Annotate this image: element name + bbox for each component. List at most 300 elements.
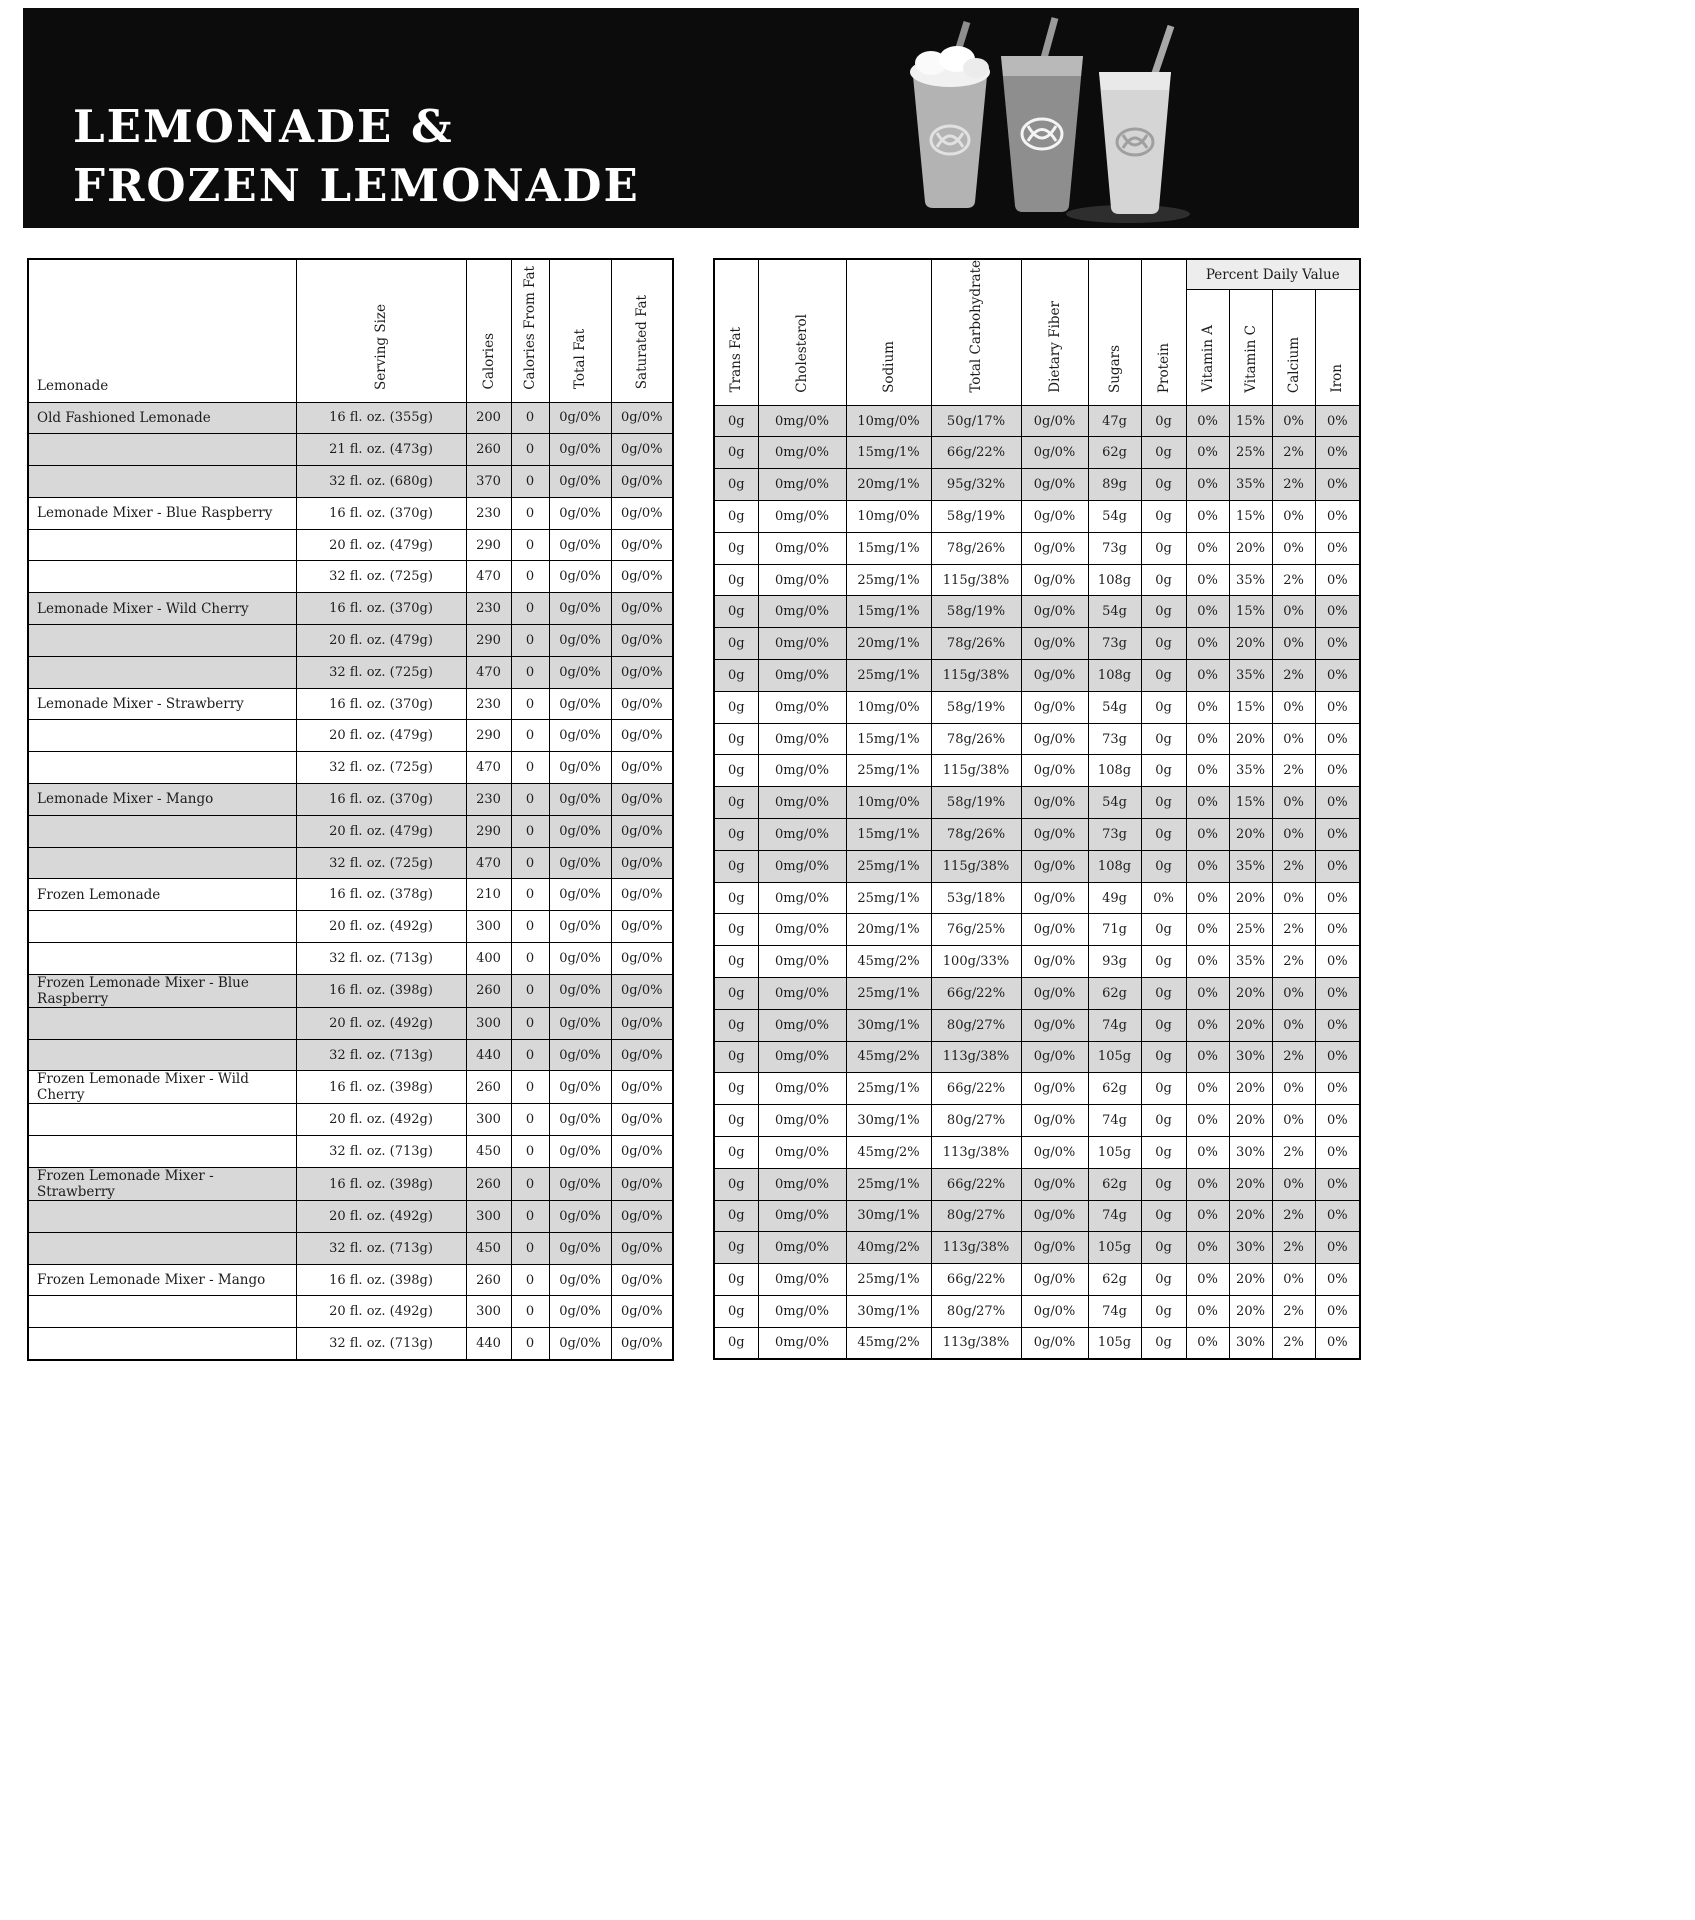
value-cell: 10mg/0% (846, 501, 931, 533)
value-cell: 45mg/2% (846, 1327, 931, 1359)
value-cell: 0 (511, 1201, 549, 1233)
value-cell: 20% (1229, 628, 1272, 660)
value-cell: 0g (714, 660, 758, 692)
value-cell: 450 (466, 1232, 511, 1264)
value-cell: 0g (714, 691, 758, 723)
value-cell: 0% (1272, 1073, 1315, 1105)
value-cell: 0% (1315, 787, 1360, 819)
value-cell: 0g (714, 405, 758, 437)
item-name-cell (28, 943, 296, 975)
value-cell: 0g (714, 723, 758, 755)
value-cell: 0g/0% (611, 974, 673, 1007)
value-cell: 0% (1315, 691, 1360, 723)
value-cell: 0% (1315, 1295, 1360, 1327)
value-cell: 95g/32% (931, 469, 1021, 501)
value-cell: 0% (1186, 532, 1229, 564)
nutrition-table-right (713, 258, 1361, 1360)
value-cell: 0% (1272, 691, 1315, 723)
item-name-cell: Frozen Lemonade Mixer - Mango (28, 1264, 296, 1296)
item-name-cell (28, 911, 296, 943)
column-header-calcium-cell (1272, 290, 1315, 406)
value-cell: 0g/0% (549, 1201, 611, 1233)
table-row (28, 784, 673, 816)
column-header-sodium: Sodium (880, 340, 897, 393)
value-cell: 0 (511, 529, 549, 561)
value-cell: 25mg/1% (846, 850, 931, 882)
value-cell: 0mg/0% (758, 882, 846, 914)
value-cell: 73g (1088, 723, 1141, 755)
table-row (28, 911, 673, 943)
value-cell: 78g/26% (931, 532, 1021, 564)
value-cell: 0g (714, 628, 758, 660)
table-row (714, 1232, 1360, 1264)
value-cell: 54g (1088, 596, 1141, 628)
value-cell: 25% (1229, 437, 1272, 469)
table-row (714, 660, 1360, 692)
value-cell: 0% (1272, 596, 1315, 628)
value-cell: 0g (714, 755, 758, 787)
value-cell: 0% (1315, 437, 1360, 469)
table-row (714, 914, 1360, 946)
value-cell: 0% (1186, 1136, 1229, 1168)
value-cell: 0g/0% (611, 1071, 673, 1104)
column-header-total-fat: Total Fat (572, 329, 588, 390)
value-cell: 2% (1272, 1136, 1315, 1168)
value-cell: 0g/0% (549, 1264, 611, 1296)
value-cell: 0g (714, 469, 758, 501)
value-cell: 0% (1272, 1009, 1315, 1041)
value-cell: 93g (1088, 946, 1141, 978)
value-cell: 0g/0% (549, 625, 611, 657)
value-cell: 0g (1141, 723, 1186, 755)
value-cell: 62g (1088, 437, 1141, 469)
value-cell: 20% (1229, 1168, 1272, 1200)
column-header-calories-from-fat-cell (511, 259, 549, 402)
value-cell: 74g (1088, 1295, 1141, 1327)
value-cell: 0% (1272, 405, 1315, 437)
header-row (714, 259, 1360, 290)
value-cell: 0g (1141, 1295, 1186, 1327)
table-row (28, 1007, 673, 1039)
cup-right (1099, 72, 1171, 214)
value-cell: 62g (1088, 978, 1141, 1010)
value-cell: 0mg/0% (758, 914, 846, 946)
value-cell: 0 (511, 1104, 549, 1136)
column-header-total-fat-cell (549, 259, 611, 402)
item-name-cell (28, 815, 296, 847)
value-cell: 0% (1272, 978, 1315, 1010)
table-row (28, 1232, 673, 1264)
value-cell: 0 (511, 561, 549, 593)
value-cell: 0 (511, 1007, 549, 1039)
value-cell: 0% (1272, 1105, 1315, 1137)
value-cell: 20mg/1% (846, 628, 931, 660)
value-cell: 30mg/1% (846, 1105, 931, 1137)
serving-size-cell: 16 fl. oz. (378g) (296, 879, 466, 911)
value-cell: 0mg/0% (758, 564, 846, 596)
value-cell: 0g/0% (1021, 1232, 1088, 1264)
value-cell: 0% (1186, 819, 1229, 851)
value-cell: 2% (1272, 1041, 1315, 1073)
value-cell: 0g (1141, 755, 1186, 787)
column-header-sodium-cell (846, 259, 931, 405)
left-table-header (28, 259, 673, 402)
table-row (714, 691, 1360, 723)
row-header-label: Lemonade (28, 259, 296, 402)
value-cell: 0g/0% (549, 1328, 611, 1360)
value-cell: 0mg/0% (758, 1327, 846, 1359)
value-cell: 0mg/0% (758, 1232, 846, 1264)
value-cell: 0% (1272, 628, 1315, 660)
table-row (28, 1264, 673, 1296)
value-cell: 20% (1229, 723, 1272, 755)
percent-daily-value-header: Percent Daily Value (1186, 259, 1360, 290)
value-cell: 0g/0% (611, 1136, 673, 1168)
value-cell: 2% (1272, 850, 1315, 882)
value-cell: 25% (1229, 914, 1272, 946)
value-cell: 0g (1141, 1327, 1186, 1359)
value-cell: 0g (714, 850, 758, 882)
value-cell: 0g (714, 1009, 758, 1041)
table-row (714, 1327, 1360, 1359)
value-cell: 0g/0% (1021, 723, 1088, 755)
table-row (714, 1105, 1360, 1137)
value-cell: 0g/0% (549, 497, 611, 529)
value-cell: 0g (714, 1073, 758, 1105)
value-cell: 25mg/1% (846, 978, 931, 1010)
value-cell: 35% (1229, 946, 1272, 978)
value-cell: 73g (1088, 628, 1141, 660)
value-cell: 2% (1272, 469, 1315, 501)
column-header-saturated-fat: Saturated Fat (633, 295, 650, 390)
table-row (714, 628, 1360, 660)
value-cell: 470 (466, 752, 511, 784)
item-name-cell (28, 656, 296, 688)
value-cell: 0g/0% (1021, 787, 1088, 819)
value-cell: 0mg/0% (758, 469, 846, 501)
item-name-cell (28, 1232, 296, 1264)
value-cell: 0g (1141, 501, 1186, 533)
value-cell: 260 (466, 1071, 511, 1104)
value-cell: 0g/0% (611, 911, 673, 943)
value-cell: 0% (1186, 1168, 1229, 1200)
item-name-cell: Frozen Lemonade (28, 879, 296, 911)
value-cell: 35% (1229, 469, 1272, 501)
value-cell: 0g/0% (549, 656, 611, 688)
value-cell: 66g/22% (931, 1264, 1021, 1296)
value-cell: 0% (1315, 660, 1360, 692)
value-cell: 0g/0% (1021, 660, 1088, 692)
serving-size-cell: 32 fl. oz. (713g) (296, 943, 466, 975)
value-cell: 0g/0% (1021, 628, 1088, 660)
value-cell: 25mg/1% (846, 1073, 931, 1105)
page-title-line1: LEMONADE & (73, 100, 454, 153)
value-cell: 0% (1315, 1168, 1360, 1200)
value-cell: 80g/27% (931, 1009, 1021, 1041)
value-cell: 58g/19% (931, 596, 1021, 628)
value-cell: 25mg/1% (846, 1168, 931, 1200)
value-cell: 15mg/1% (846, 532, 931, 564)
value-cell: 20% (1229, 1264, 1272, 1296)
item-name-cell: Lemonade Mixer - Mango (28, 784, 296, 816)
value-cell: 0g (1141, 787, 1186, 819)
value-cell: 0% (1315, 1264, 1360, 1296)
value-cell: 15mg/1% (846, 437, 931, 469)
cup-middle (1001, 56, 1083, 212)
column-header-trans-fat-cell (714, 259, 758, 405)
value-cell: 0g/0% (611, 1168, 673, 1201)
table-row (28, 529, 673, 561)
value-cell: 25mg/1% (846, 755, 931, 787)
value-cell: 0g/0% (549, 1136, 611, 1168)
value-cell: 15% (1229, 596, 1272, 628)
value-cell: 0 (511, 497, 549, 529)
value-cell: 0g/0% (549, 943, 611, 975)
table-row (28, 1039, 673, 1071)
value-cell: 230 (466, 593, 511, 625)
column-header-cholesterol-cell (758, 259, 846, 405)
value-cell: 0g/0% (1021, 978, 1088, 1010)
value-cell: 0% (1186, 1105, 1229, 1137)
value-cell: 0% (1186, 1009, 1229, 1041)
value-cell: 0% (1186, 1232, 1229, 1264)
value-cell: 0g/0% (549, 402, 611, 434)
column-header-vitamin-a: Vitamin A (1199, 325, 1216, 393)
item-name-cell (28, 1039, 296, 1071)
value-cell: 0% (1315, 723, 1360, 755)
value-cell: 20mg/1% (846, 469, 931, 501)
value-cell: 0% (1186, 437, 1229, 469)
value-cell: 0% (1315, 532, 1360, 564)
value-cell: 0 (511, 1039, 549, 1071)
value-cell: 0g (714, 914, 758, 946)
value-cell: 0% (1186, 1327, 1229, 1359)
table-row (714, 405, 1360, 437)
value-cell: 0mg/0% (758, 978, 846, 1010)
table-row (714, 819, 1360, 851)
straw-icon (1154, 26, 1171, 76)
value-cell: 0g/0% (1021, 1168, 1088, 1200)
value-cell: 0g/0% (1021, 882, 1088, 914)
value-cell: 0g/0% (549, 847, 611, 879)
value-cell: 0g/0% (1021, 501, 1088, 533)
header-row (28, 259, 673, 402)
value-cell: 0% (1315, 1136, 1360, 1168)
value-cell: 0mg/0% (758, 532, 846, 564)
value-cell: 0 (511, 1136, 549, 1168)
item-name-cell (28, 752, 296, 784)
value-cell: 0g (714, 1327, 758, 1359)
serving-size-cell: 32 fl. oz. (680g) (296, 466, 466, 498)
value-cell: 30% (1229, 1327, 1272, 1359)
value-cell: 0g/0% (1021, 469, 1088, 501)
value-cell: 0mg/0% (758, 819, 846, 851)
value-cell: 2% (1272, 660, 1315, 692)
column-header-serving-size-cell (296, 259, 466, 402)
value-cell: 2% (1272, 1295, 1315, 1327)
value-cell: 0% (1315, 564, 1360, 596)
value-cell: 0g (1141, 946, 1186, 978)
value-cell: 58g/19% (931, 787, 1021, 819)
value-cell: 0mg/0% (758, 1136, 846, 1168)
column-header-iron: Iron (1329, 364, 1346, 393)
value-cell: 0% (1186, 1264, 1229, 1296)
value-cell: 0g/0% (1021, 1295, 1088, 1327)
value-cell: 0% (1141, 882, 1186, 914)
column-header-dietary-fiber-cell (1021, 259, 1088, 405)
value-cell: 470 (466, 561, 511, 593)
value-cell: 10mg/0% (846, 787, 931, 819)
value-cell: 66g/22% (931, 1073, 1021, 1105)
column-header-calories-cell (466, 259, 511, 402)
value-cell: 78g/26% (931, 628, 1021, 660)
value-cell: 105g (1088, 1136, 1141, 1168)
value-cell: 0g/0% (549, 561, 611, 593)
value-cell: 2% (1272, 946, 1315, 978)
value-cell: 300 (466, 1201, 511, 1233)
value-cell: 20mg/1% (846, 914, 931, 946)
item-name-cell (28, 1296, 296, 1328)
table-row (714, 850, 1360, 882)
value-cell: 66g/22% (931, 978, 1021, 1010)
value-cell: 0 (511, 625, 549, 657)
value-cell: 0mg/0% (758, 1295, 846, 1327)
value-cell: 30mg/1% (846, 1009, 931, 1041)
serving-size-cell: 32 fl. oz. (725g) (296, 752, 466, 784)
table-row (28, 688, 673, 720)
value-cell: 0g (714, 1264, 758, 1296)
value-cell: 0mg/0% (758, 660, 846, 692)
value-cell: 0% (1272, 723, 1315, 755)
value-cell: 0g/0% (1021, 1041, 1088, 1073)
serving-size-cell: 16 fl. oz. (398g) (296, 1071, 466, 1104)
serving-size-cell: 20 fl. oz. (492g) (296, 1007, 466, 1039)
value-cell: 108g (1088, 755, 1141, 787)
value-cell: 54g (1088, 501, 1141, 533)
value-cell: 0% (1315, 978, 1360, 1010)
value-cell: 54g (1088, 691, 1141, 723)
value-cell: 0g (1141, 596, 1186, 628)
value-cell: 0g/0% (611, 529, 673, 561)
value-cell: 45mg/2% (846, 946, 931, 978)
value-cell: 0g (714, 1136, 758, 1168)
serving-size-cell: 32 fl. oz. (713g) (296, 1328, 466, 1360)
value-cell: 0mg/0% (758, 691, 846, 723)
value-cell: 0 (511, 752, 549, 784)
table-row (714, 1200, 1360, 1232)
value-cell: 0g (1141, 1232, 1186, 1264)
value-cell: 0g/0% (549, 466, 611, 498)
value-cell: 0g/0% (1021, 596, 1088, 628)
value-cell: 0g (714, 978, 758, 1010)
value-cell: 0g (714, 1200, 758, 1232)
value-cell: 0 (511, 1296, 549, 1328)
value-cell: 30% (1229, 1136, 1272, 1168)
table-row (714, 596, 1360, 628)
value-cell: 230 (466, 497, 511, 529)
value-cell: 0g (1141, 691, 1186, 723)
value-cell: 0g (714, 564, 758, 596)
value-cell: 0g/0% (611, 943, 673, 975)
value-cell: 0% (1272, 501, 1315, 533)
value-cell: 0mg/0% (758, 405, 846, 437)
value-cell: 2% (1272, 1200, 1315, 1232)
value-cell: 0g (1141, 405, 1186, 437)
serving-size-cell: 16 fl. oz. (370g) (296, 593, 466, 625)
value-cell: 0g/0% (549, 1232, 611, 1264)
value-cell: 0g (714, 1168, 758, 1200)
value-cell: 0 (511, 466, 549, 498)
value-cell: 0mg/0% (758, 1200, 846, 1232)
serving-size-cell: 32 fl. oz. (725g) (296, 561, 466, 593)
table-row (28, 1071, 673, 1104)
value-cell: 100g/33% (931, 946, 1021, 978)
value-cell: 0g (714, 787, 758, 819)
value-cell: 0mg/0% (758, 787, 846, 819)
value-cell: 49g (1088, 882, 1141, 914)
value-cell: 2% (1272, 1232, 1315, 1264)
table-row (714, 1009, 1360, 1041)
value-cell: 15% (1229, 787, 1272, 819)
value-cell: 0g/0% (611, 879, 673, 911)
table-row (28, 497, 673, 529)
value-cell: 20% (1229, 1200, 1272, 1232)
value-cell: 0 (511, 434, 549, 466)
table-row (28, 1296, 673, 1328)
value-cell: 0g/0% (1021, 1264, 1088, 1296)
value-cell: 0g (714, 882, 758, 914)
table-row (714, 755, 1360, 787)
cup-left (913, 76, 987, 208)
value-cell: 0g/0% (1021, 564, 1088, 596)
table-row (714, 469, 1360, 501)
value-cell: 0% (1315, 405, 1360, 437)
value-cell: 0g/0% (549, 1039, 611, 1071)
column-header-vitamin-c: Vitamin C (1242, 324, 1259, 393)
value-cell: 0% (1315, 1232, 1360, 1264)
serving-size-cell: 32 fl. oz. (713g) (296, 1136, 466, 1168)
value-cell: 0g (1141, 978, 1186, 1010)
column-header-vitamin-a-cell (1186, 290, 1229, 406)
value-cell: 0g (1141, 1264, 1186, 1296)
table-row (28, 593, 673, 625)
value-cell: 0 (511, 879, 549, 911)
value-cell: 62g (1088, 1073, 1141, 1105)
value-cell: 0mg/0% (758, 723, 846, 755)
item-name-cell: Frozen Lemonade Mixer - Strawberry (28, 1168, 296, 1201)
value-cell: 80g/27% (931, 1295, 1021, 1327)
column-header-dietary-fiber: Dietary Fiber (1046, 300, 1063, 393)
straw-icon (1044, 18, 1055, 58)
value-cell: 0% (1186, 501, 1229, 533)
value-cell: 105g (1088, 1232, 1141, 1264)
value-cell: 370 (466, 466, 511, 498)
value-cell: 0% (1315, 469, 1360, 501)
item-name-cell: Frozen Lemonade Mixer - Wild Cherry (28, 1071, 296, 1104)
value-cell: 45mg/2% (846, 1041, 931, 1073)
value-cell: 0g/0% (549, 1007, 611, 1039)
value-cell: 450 (466, 1136, 511, 1168)
value-cell: 0 (511, 688, 549, 720)
value-cell: 0g/0% (611, 1296, 673, 1328)
table-row (28, 1136, 673, 1168)
value-cell: 0 (511, 656, 549, 688)
value-cell: 0% (1186, 914, 1229, 946)
value-cell: 0g/0% (549, 974, 611, 1007)
value-cell: 0% (1186, 946, 1229, 978)
page-title-line2: FROZEN LEMONADE (73, 158, 640, 212)
value-cell: 0g/0% (1021, 437, 1088, 469)
